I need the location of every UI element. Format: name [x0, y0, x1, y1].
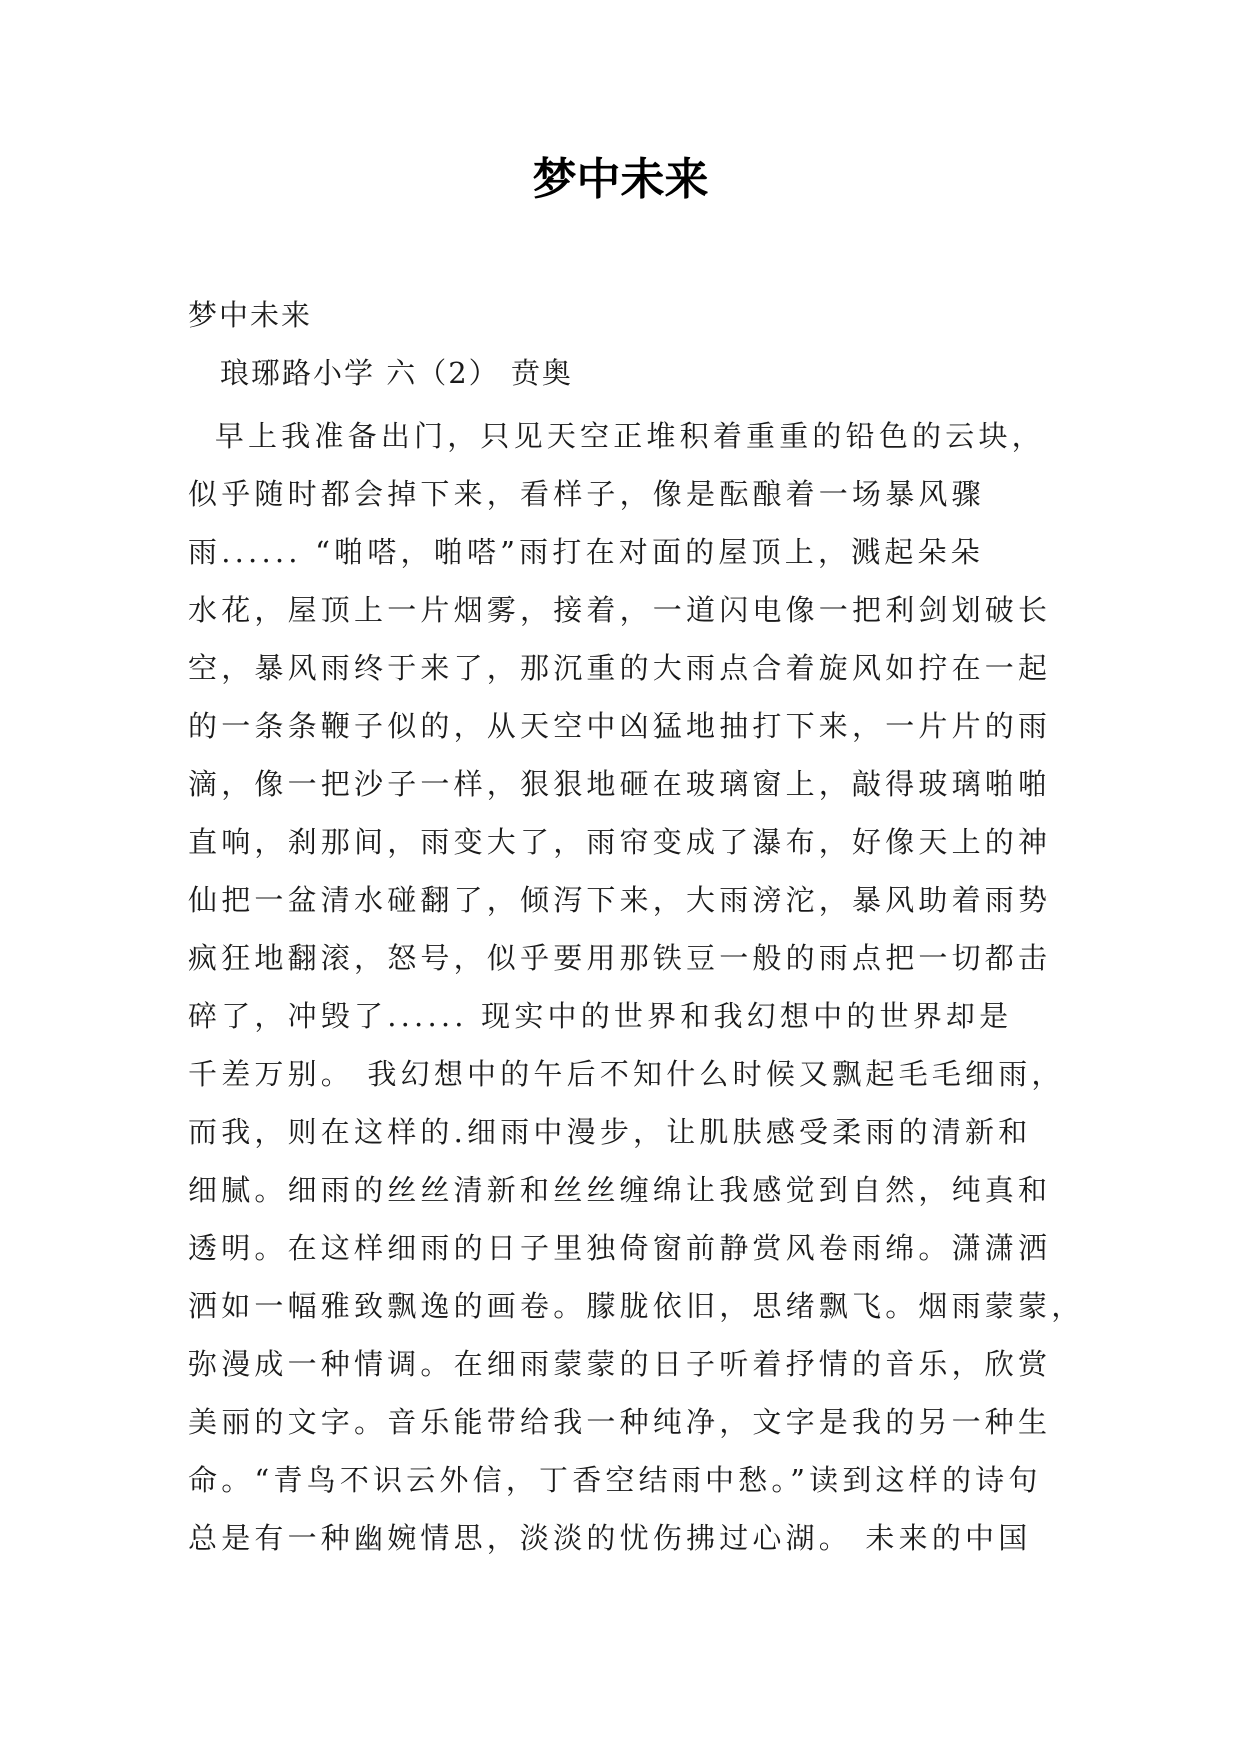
document-title: 梦中未来 — [532, 154, 709, 205]
body-line: 碎了，冲毁了...... 现实中的世界和我幻想中的世界却是 — [188, 999, 1013, 1033]
body-line: 细腻。细雨的丝丝清新和丝丝缠绵让我感觉到自然，纯真和 — [188, 1173, 1052, 1207]
essay-subtitle: 梦中未来 — [188, 298, 313, 332]
essay-body — [188, 407, 1085, 1567]
body-line: 疯狂地翻滚，怒号，似乎要用那铁豆一般的雨点把一切都击 — [188, 941, 1052, 975]
body-line: 洒如一幅雅致飘逸的画卷。朦胧依旧，思绪飘飞。烟雨蒙蒙， — [188, 1289, 1085, 1323]
body-line: 命。“青鸟不识云外信，丁香空结雨中愁。”读到这样的诗句 — [188, 1463, 1042, 1497]
author-byline: 琅琊路小学 六（2） 贲奥 — [220, 356, 573, 390]
body-line: 弥漫成一种情调。在细雨蒙蒙的日子听着抒情的音乐，欣赏 — [188, 1347, 1052, 1381]
body-line: 似乎随时都会掉下来，看样子，像是酝酿着一场暴风骤 — [188, 477, 985, 511]
body-line: 仙把一盆清水碰翻了，倾泻下来，大雨滂沱，暴风助着雨势 — [188, 883, 1052, 917]
body-line: 的一条条鞭子似的，从天空中凶猛地抽打下来，一片片的雨 — [188, 709, 1052, 743]
body-line: 雨...... “啪嗒，啪嗒”雨打在对面的屋顶上，溅起朵朵 — [188, 535, 984, 569]
body-line: 千差万别。 我幻想中的午后不知什么时候又飘起毛毛细雨， — [188, 1057, 1065, 1091]
body-line: 水花，屋顶上一片烟雾，接着，一道闪电像一把利剑划破长 — [188, 593, 1052, 627]
body-line: 透明。在这样细雨的日子里独倚窗前静赏风卷雨绵。潇潇洒 — [188, 1231, 1052, 1265]
body-line: 总是有一种幽婉情思，淡淡的忧伤拂过心湖。 未来的中国 — [188, 1521, 1032, 1555]
body-line: 直响，刹那间，雨变大了，雨帘变成了瀑布，好像天上的神 — [188, 825, 1052, 859]
body-line: 滴，像一把沙子一样，狠狠地砸在玻璃窗上，敲得玻璃啪啪 — [188, 767, 1052, 801]
body-line: 美丽的文字。音乐能带给我一种纯净，文字是我的另一种生 — [188, 1405, 1052, 1439]
body-line: 早上我准备出门，只见天空正堆积着重重的铅色的云块， — [188, 419, 1045, 453]
body-line: 而我，则在这样的.细雨中漫步，让肌肤感受柔雨的清新和 — [188, 1115, 1032, 1149]
body-line: 空，暴风雨终于来了，那沉重的大雨点合着旋风如拧在一起 — [188, 651, 1052, 685]
